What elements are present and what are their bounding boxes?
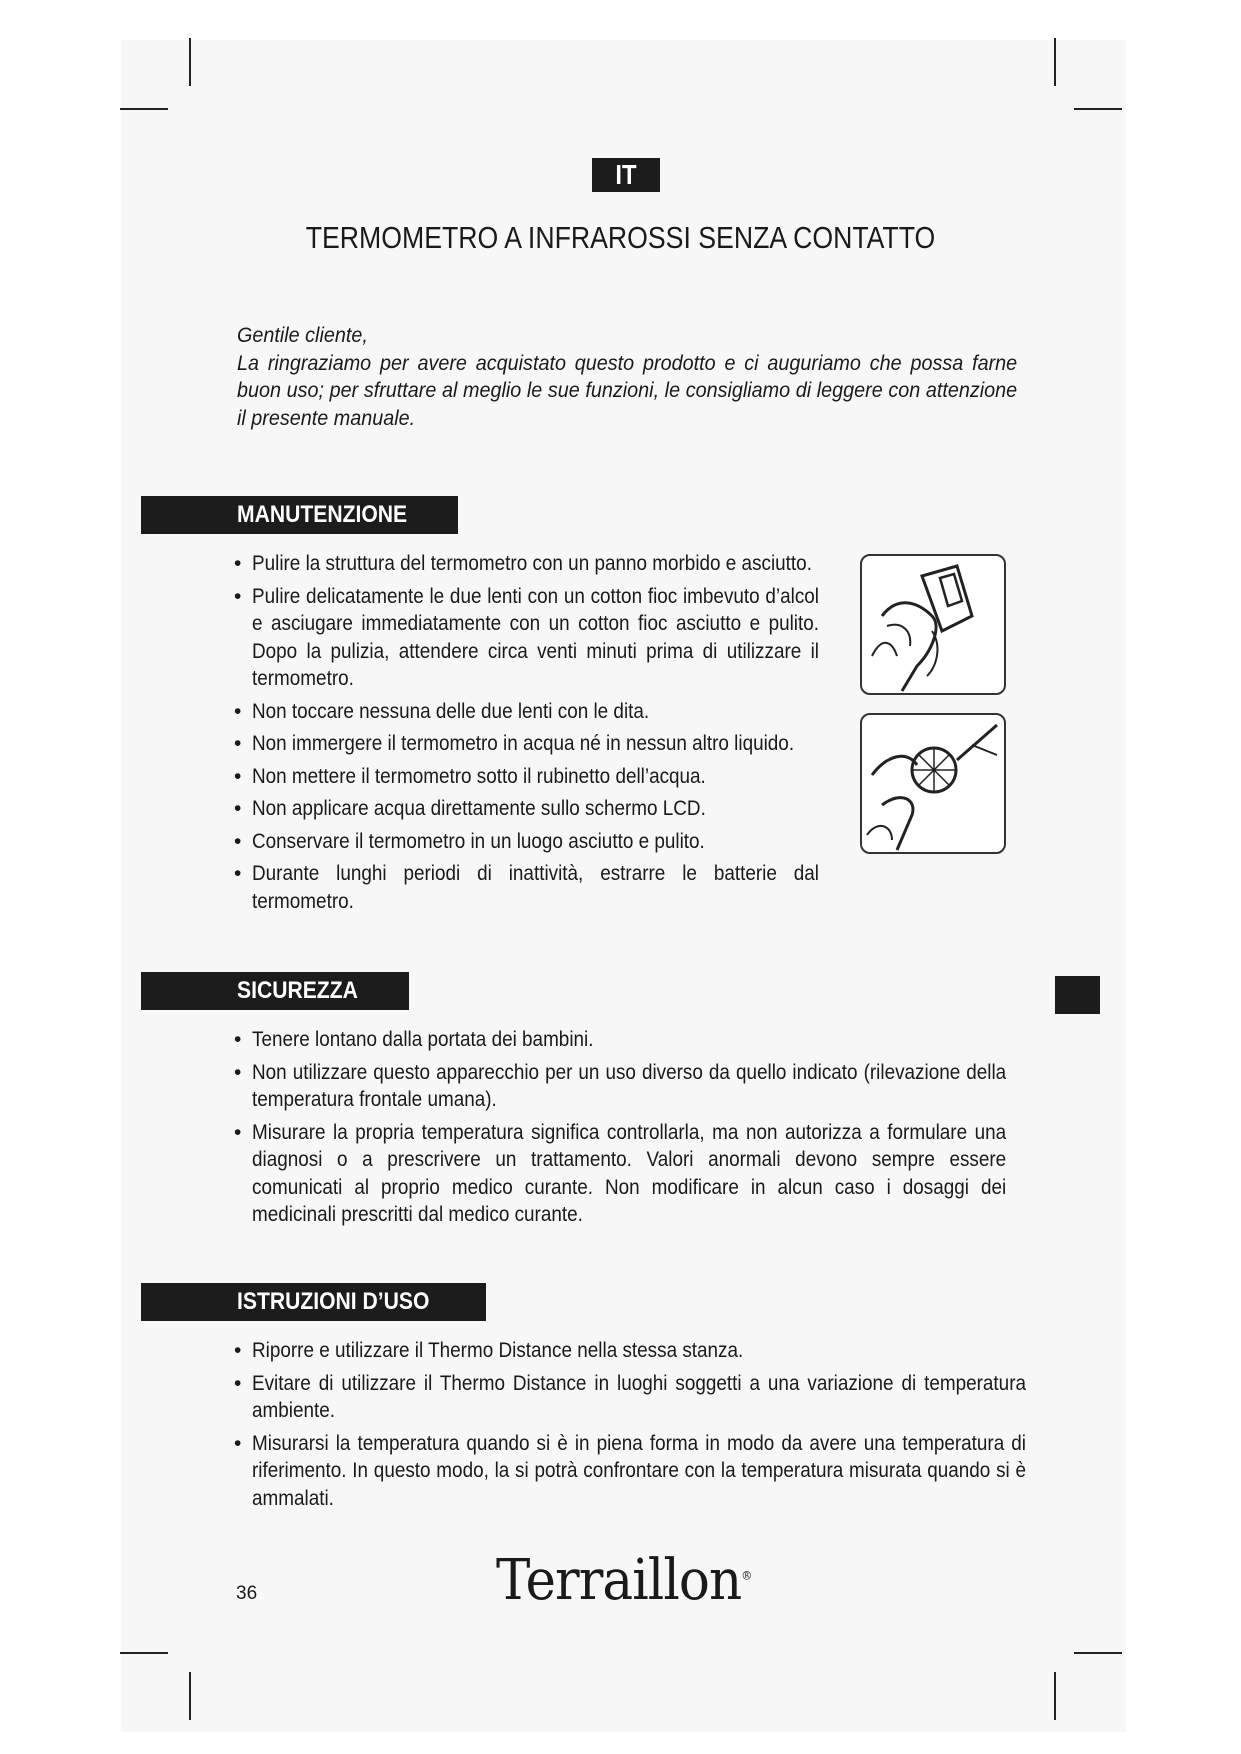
list-item: • Non applicare acqua direttamente sullo schermo LCD. [234,797,706,820]
crop-mark [120,108,168,110]
crop-mark [1054,1672,1056,1720]
crop-mark [1054,38,1056,86]
list-item: • Non utilizzare questo apparecchio per un uso diverso da quello indicato (rilevazione della temperatura frontale umana). [234,1060,1007,1111]
list-item: • Misurare la propria temperatura significa controllarla, ma non autorizza a formulare una diagnosi o a prescrivere un trattamento. Valori anormali devono sempre essere comunicati al proprio medico curante. Non modificare in alcun caso i dosaggi dei medicinali prescritti dal medico curante. [234,1120,1007,1226]
list-item: • Durante lunghi periodi di inattività, estrarre le batterie dal termometro. [234,862,819,913]
list-item: • Evitare di utilizzare il Thermo Distance in luoghi soggetti a una variazione di temperatura ambiente. [234,1371,1026,1422]
cleaning-illustration-1 [860,554,1006,695]
sicurezza-list [234,1026,1012,1234]
list-item: • Non immergere il termometro in acqua né in nessun altro liquido. [234,732,795,755]
language-badge: IT [592,158,660,192]
list-item: • Pulire la struttura del termometro con un panno morbido e asciutto. [234,552,812,575]
section-heading-istruzioni: ISTRUZIONI D’USO [141,1283,486,1321]
section-heading-sicurezza: SICUREZZA [141,972,409,1010]
crop-mark [120,1652,168,1654]
crop-mark [189,1672,191,1720]
lens-cleaning-icon [862,715,1004,852]
page-number: 36 [236,1583,258,1604]
crop-mark [189,38,191,86]
list-item: • Misurarsi la temperatura quando si è in piena forma in modo da avere una temperatura di riferimento. In questo modo, la si potrà confrontare con la temperatura misurata quando si è ammalati. [234,1431,1026,1510]
list-item: • Pulire delicatamente le due lenti con un cotton fioc imbevuto d’alcol e asciugare immediatamente con un cotton fioc asciutto e pulito. Dopo la pulizia, attendere circa venti minuti prima di utilizzare il termometro. [234,584,819,690]
cleaning-illustration-2 [860,713,1006,854]
list-item: • Non toccare nessuna delle due lenti con le dita. [234,699,650,723]
section-heading-manutenzione: MANUTENZIONE [141,496,458,534]
intro-text [237,322,1017,432]
intro-body: La ringraziamo per avere acquistato questo prodotto e ci auguriamo che possa farne buon uso; per sfruttare al meglio le sue funzioni, le consigliamo di leggere con attenzione il presente manuale. [237,350,1018,430]
istruzioni-list [234,1337,1032,1517]
thermometer-hand-icon [862,556,1004,693]
crop-mark [1074,1652,1122,1654]
section-tab-marker [1055,976,1100,1014]
list-item: • Non mettere il termometro sotto il rubinetto dell’acqua. [234,764,706,788]
list-item: • Tenere lontano dalla portata dei bambini. [234,1028,594,1051]
crop-mark [1074,108,1122,110]
page-title: TERMOMETRO A INFRAROSSI SENZA CONTATTO [305,220,936,255]
list-item: • Conservare il termometro in un luogo asciutto e pulito. [234,829,705,853]
brand-logo: Terraillon® [496,1548,752,1613]
greeting: Gentile cliente, [237,323,368,347]
list-item: • Riporre e utilizzare il Thermo Distance nella stessa stanza. [234,1339,744,1362]
manutenzione-list [234,550,852,920]
